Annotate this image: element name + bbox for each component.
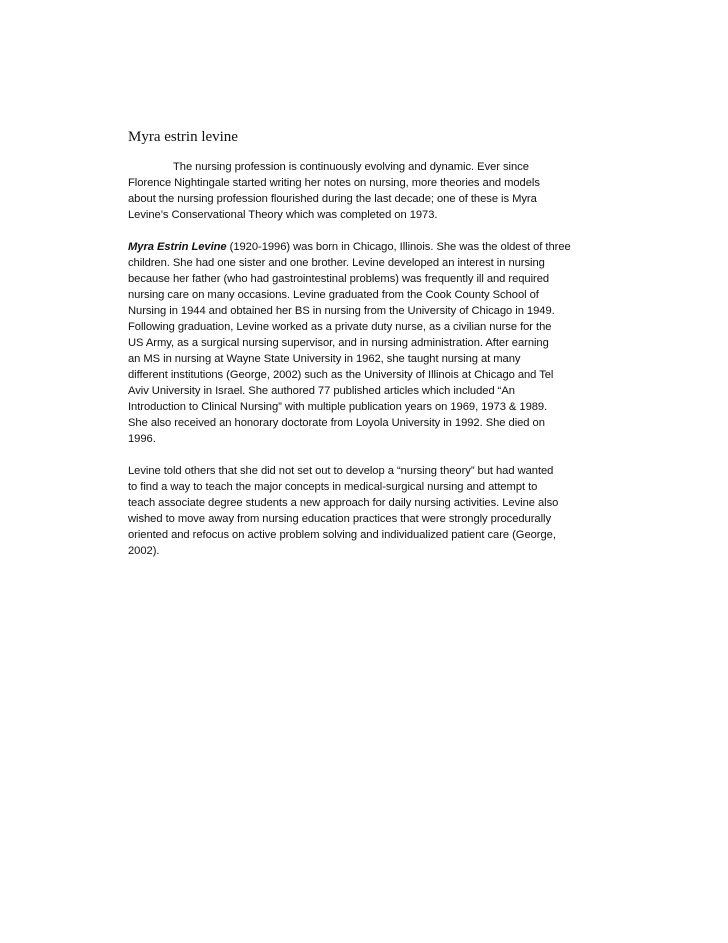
- paragraph-line: about the nursing profession flourished during the last decade; one of these is Myra: [128, 193, 537, 205]
- paragraph-line: US Army, as a surgical nursing supervisor, and in nursing administration. After earning: [128, 337, 549, 349]
- paragraph-line: children. She had one sister and one brother. Levine developed an interest in nursing: [128, 257, 545, 269]
- paragraph-line-text: (1920-1996) was born in Chicago, Illinois. She was the oldest of three: [226, 241, 571, 253]
- paragraph-intro: [128, 159, 606, 223]
- paragraph-line: because her father (who had gastrointestinal problems) was frequently ill and required: [128, 273, 550, 285]
- paragraph-line: to find a way to teach the major concepts in medical-surgical nursing and attempt to: [128, 481, 538, 493]
- biography-lead-name: Myra Estrin Levine: [128, 241, 227, 253]
- paragraph-line: The nursing profession is continuously evolving and dynamic. Ever since: [173, 161, 529, 173]
- paragraph-line: wished to move away from nursing education practices that were strongly procedurally: [128, 513, 551, 525]
- paragraph-line: oriented and refocus on active problem solving and individualized patient care (George,: [128, 529, 556, 541]
- paragraph-line: 2002).: [128, 545, 160, 557]
- document-title: Myra estrin levine: [128, 129, 238, 145]
- paragraph-line: Nursing in 1944 and obtained her BS in nursing from the University of Chicago in 1949.: [128, 305, 555, 317]
- paragraph-line: an MS in nursing at Wayne State University in 1962, she taught nursing at many: [128, 353, 521, 365]
- paragraph-theory-origin: [128, 463, 606, 559]
- paragraph-line: She also received an honorary doctorate from Loyola University in 1992. She died on: [128, 417, 545, 429]
- paragraph-line: Florence Nightingale started writing her notes on nursing, more theories and models: [128, 177, 540, 189]
- paragraph-line: Aviv University in Israel. She authored 77 published articles which included “An: [128, 385, 515, 397]
- paragraph-line: [128, 239, 606, 255]
- paragraph-line: Introduction to Clinical Nursing” with multiple publication years on 1969, 1973 & 1989.: [128, 401, 548, 413]
- paragraph-biography: [128, 239, 606, 447]
- document-body: [128, 127, 606, 575]
- paragraph-line: Following graduation, Levine worked as a private duty nurse, as a civilian nurse for the: [128, 321, 552, 333]
- paragraph-line: Levine told others that she did not set out to develop a “nursing theory” but had wanted: [128, 465, 554, 477]
- paragraph-line: different institutions (George, 2002) such as the University of Illinois at Chicago and Tel: [128, 369, 554, 381]
- paragraph-line: 1996.: [128, 433, 156, 445]
- paragraph-line: teach associate degree students a new approach for daily nursing activities. Levine also: [128, 497, 559, 509]
- paragraph-line: nursing care on many occasions. Levine graduated from the Cook County School of: [128, 289, 539, 301]
- paragraph-line: Levine’s Conservational Theory which was completed on 1973.: [128, 209, 438, 221]
